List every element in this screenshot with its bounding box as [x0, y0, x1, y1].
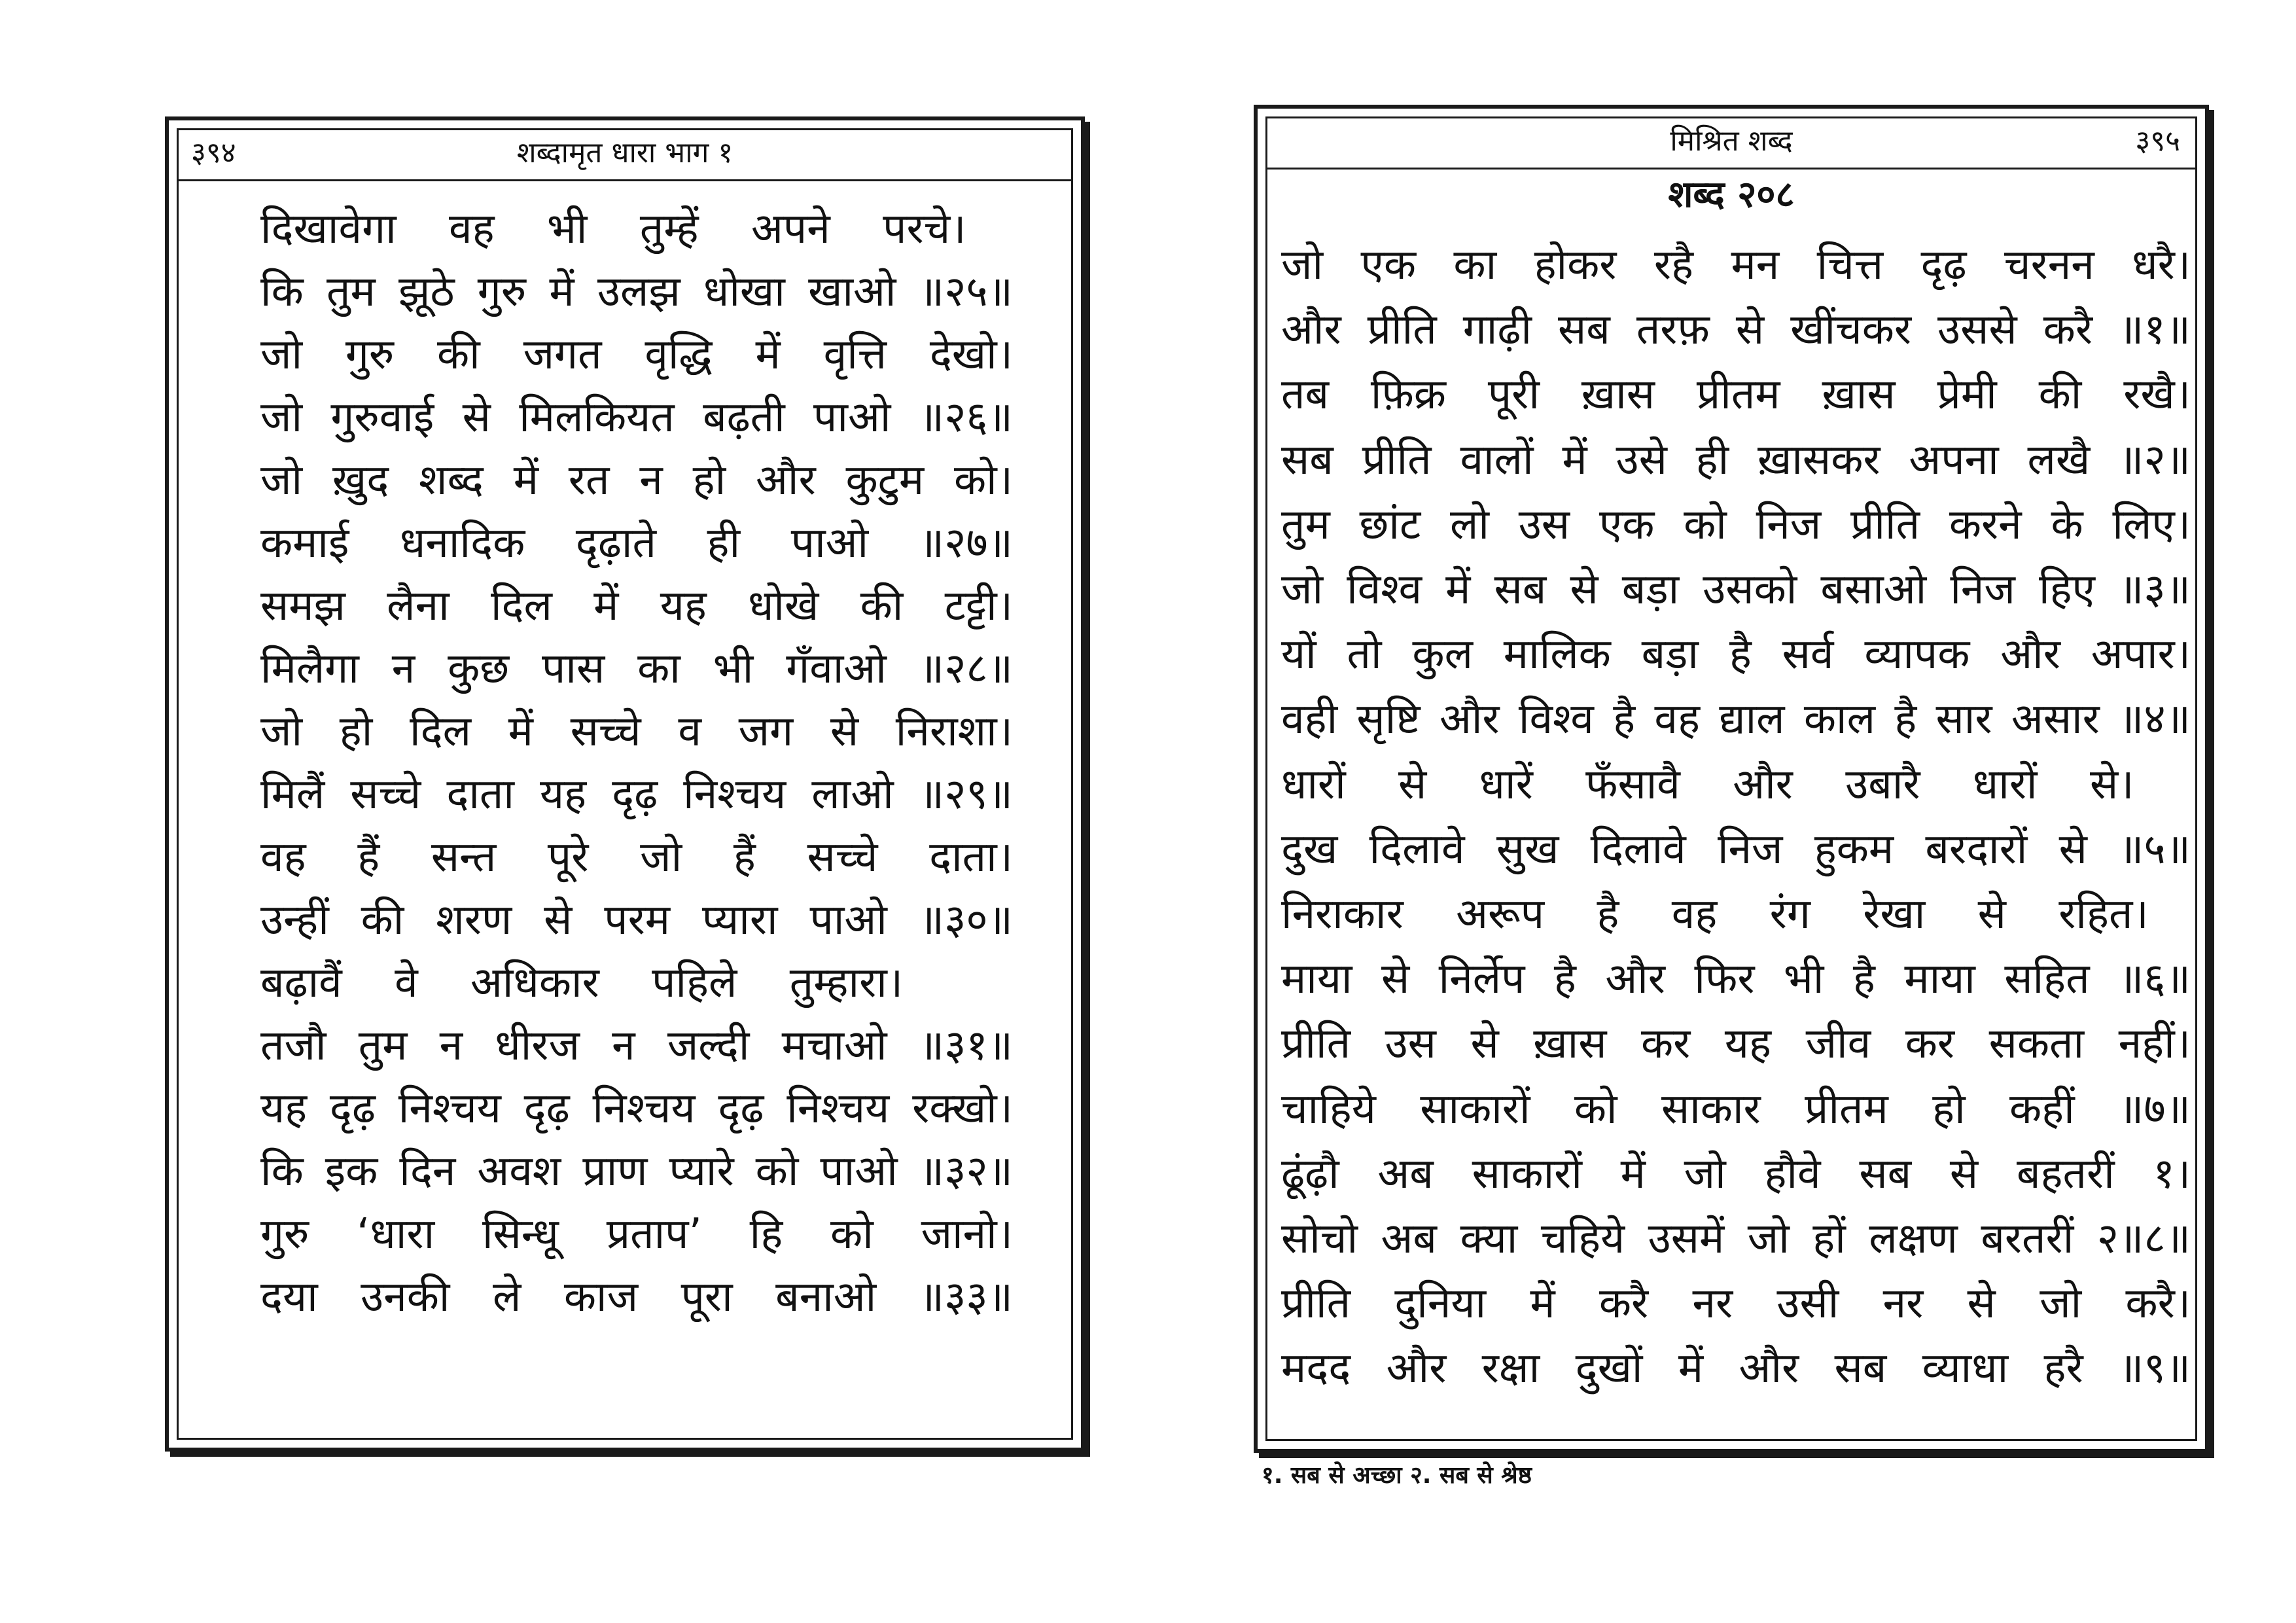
- verse-line: कि इक दिन अवश प्राण प्यारे को पाओ ॥३२॥: [260, 1147, 1013, 1196]
- verse-line: प्रीति दुनिया में करै नर उसी नर से जो करै।: [1281, 1279, 2191, 1329]
- verse-line: माया से निर्लेप है और फिर भी है माया सहित ॥६॥: [1281, 955, 2191, 1004]
- verse-line: गुरु ‘धारा सिन्धू प्रताप’ हि को जानो।: [260, 1210, 1013, 1258]
- right-page-number: ३९५: [2135, 124, 2180, 158]
- verse-line: समझ लैना दिल में यह धोखे की टट्टी।: [260, 582, 1013, 630]
- verse-line: जो गुरुवाई से मिलकियत बढ़ती पाओ ॥२६॥: [260, 393, 1013, 442]
- verse-line: दया उनकी ले काज पूरा बनाओ ॥३३॥: [260, 1273, 1013, 1321]
- verse-line: यह दृढ़ निश्चय दृढ़ निश्चय दृढ़ निश्चय रक्खो।: [260, 1084, 1013, 1133]
- verse-line: प्रीति उस से ख़ास कर यह जीव कर सकता नहीं।: [1281, 1020, 2191, 1069]
- left-page-header: [177, 128, 1073, 181]
- verse-line: जो हो दिल में सच्चे व जग से निराशा।: [260, 707, 1013, 756]
- footnote: १. सब से अच्छा २. सब से श्रेष्ठ: [1262, 1462, 1532, 1489]
- verse-line: तुम छांट लो उस एक को निज प्रीति करने के लिए।: [1281, 500, 2191, 549]
- verse-line: जो विश्व में सब से बड़ा उसको बसाओ निज हिए ॥३॥: [1281, 565, 2191, 615]
- verse-line: वही सृष्टि और विश्व है वह द्याल काल है सार असार ॥४॥: [1281, 695, 2191, 744]
- verse-line: जो गुरु की जगत वृद्धि में वृत्ति देखो।: [260, 330, 1013, 379]
- left-page-number: ३९४: [191, 136, 236, 169]
- right-page-header: [1265, 116, 2197, 169]
- left-verse-list: [260, 198, 1013, 1329]
- verse-line: मिलैं सच्चे दाता यह दृढ़ निश्चय लाओ ॥२९॥: [260, 770, 1013, 819]
- verse-line: निराकार अरूप है वह रंग रेखा से रहित।: [1281, 890, 2149, 939]
- left-page: [165, 116, 1085, 1452]
- verse-line: जो एक का होकर रहै मन चित्त दृढ़ चरनन धरै।: [1281, 241, 2191, 289]
- verse-line: मदद और रक्षा दुखों में और सब व्याधा हरै ॥९॥: [1281, 1344, 2191, 1393]
- shabd-heading: शब्द २०८: [1668, 173, 1795, 216]
- verse-line: दिखावेगा वह भी तुम्हें अपने परचे।: [260, 205, 966, 253]
- verse-line: सब प्रीति वालों में उसे ही ख़ासकर अपना लखै ॥२॥: [1281, 435, 2191, 484]
- left-running-title: शब्दामृत धारा भाग १: [516, 136, 733, 169]
- verse-line: कमाई धनादिक दृढ़ाते ही पाओ ॥२७॥: [260, 519, 1013, 567]
- verse-line: मिलैगा न कुछ पास का भी गँवाओ ॥२८॥: [260, 645, 1013, 693]
- verse-line: ढूंढ़ौ अब साकारों में जो हौवे सब से बहतरीं १।: [1281, 1149, 2191, 1198]
- verse-line: तजौ तुम न धीरज न जल्दी मचाओ ॥३१॥: [260, 1022, 1013, 1070]
- verse-line: सोचो अब क्या चहिये उसमें जो हों लक्षण बरतरीं २॥८॥: [1281, 1215, 2191, 1264]
- verse-line: दुख दिलावे सुख दिलावे निज हुकम बरदारों से ॥५॥: [1281, 825, 2191, 874]
- verse-line: जो ख़ुद शब्द में रत न हो और कुटुम को।: [260, 456, 1013, 505]
- verse-line: यों तो कुल मालिक बड़ा है सर्व व्यापक और अपार।: [1281, 630, 2191, 679]
- verse-line: तब फ़िक्र पूरी ख़ास प्रीतम ख़ास प्रेमी की रखै।: [1281, 370, 2191, 419]
- verse-line: वह हैं सन्त पूरे जो हैं सच्चे दाता।: [260, 833, 1013, 882]
- right-running-title: मिश्रित शब्द: [1670, 124, 1793, 158]
- right-verse-list: [1281, 233, 2191, 1402]
- right-page: [1254, 105, 2209, 1453]
- verse-line: बढ़ावैं वे अधिकार पहिले तुम्हारा।: [260, 959, 904, 1007]
- verse-line: और प्रीति गाढ़ी सब तरफ़ से खींचकर उससे करै ॥१॥: [1281, 306, 2191, 355]
- verse-line: चाहिये साकारों को साकार प्रीतम हो कहीं ॥७॥: [1281, 1084, 2191, 1133]
- verse-line: उन्हीं की शरण से परम प्यारा पाओ ॥३०॥: [260, 896, 1013, 944]
- verse-line: धारों से धारें फँसावै और उबारै धारों से।: [1281, 760, 2134, 809]
- verse-line: कि तुम झूठे गुरु में उलझ धोखा खाओ ॥२५॥: [260, 268, 1013, 316]
